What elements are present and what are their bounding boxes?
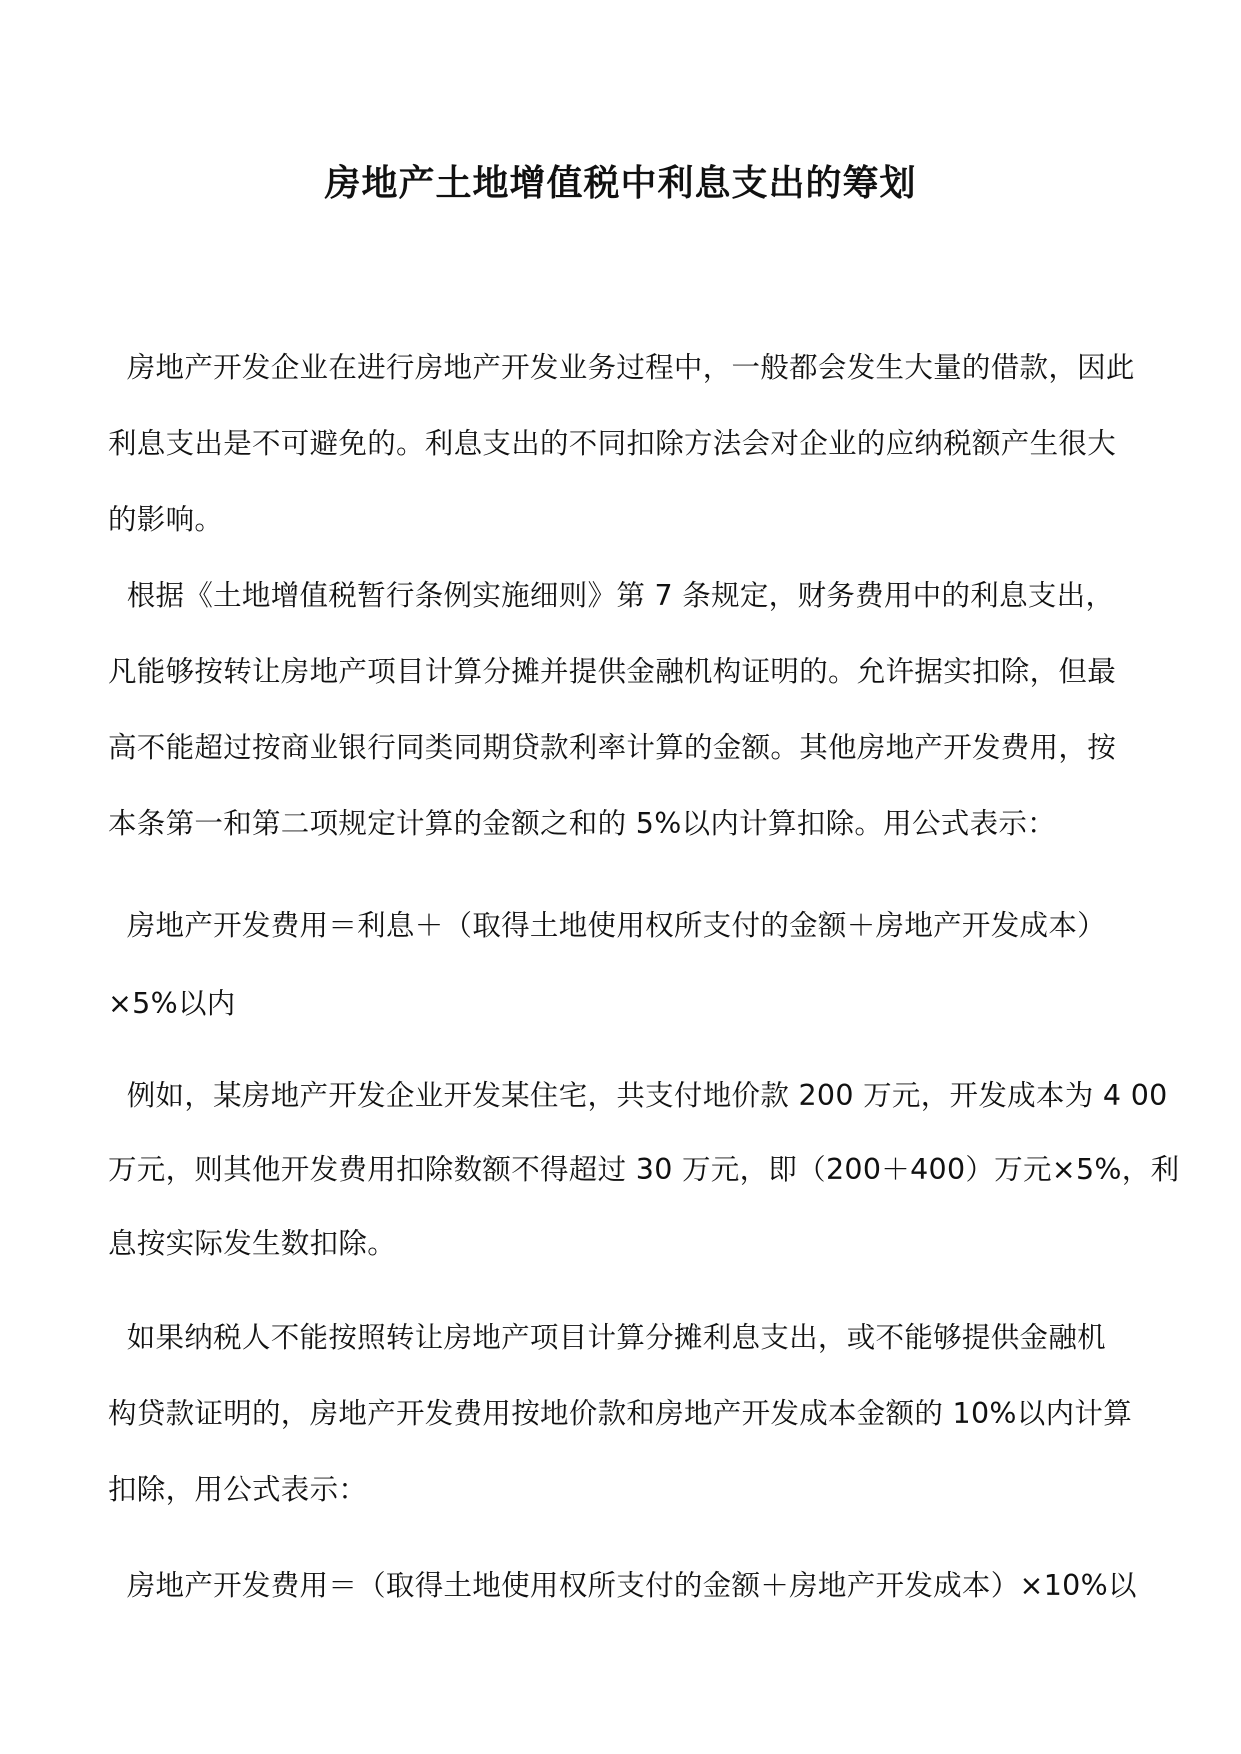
text-line: 房地产开发企业在进行房地产开发业务过程中，一般都会发生大量的借款，因此 bbox=[108, 351, 1135, 384]
text-line: 构贷款证明的，房地产开发费用按地价款和房地产开发成本金额的 10%以内计算 bbox=[108, 1397, 1133, 1430]
document-title: 房地产土地增值税中利息支出的筹划 bbox=[324, 162, 917, 204]
text-line: 根据《土地增值税暂行条例实施细则》第 7 条规定，财务费用中的利息支出， bbox=[108, 579, 1115, 612]
text-line: 利息支出是不可避免的。利息支出的不同扣除方法会对企业的应纳税额产生很大 bbox=[108, 427, 1117, 460]
text-line: 本条第一和第二项规定计算的金额之和的 5%以内计算扣除。用公式表示： bbox=[108, 807, 1056, 840]
text-line: 扣除，用公式表示： bbox=[108, 1473, 368, 1506]
text-line: 凡能够按转让房地产项目计算分摊并提供金融机构证明的。允许据实扣除，但最 bbox=[108, 655, 1117, 688]
formula-line: ×5%以内 bbox=[108, 987, 236, 1020]
text-line: 息按实际发生数扣除。 bbox=[108, 1227, 397, 1260]
formula-line: 房地产开发费用＝利息＋（取得土地使用权所支付的金额＋房地产开发成本） bbox=[108, 909, 1106, 942]
text-line: 万元，则其他开发费用扣除数额不得超过 30 万元，即（200＋400）万元×5%，利 bbox=[108, 1153, 1180, 1186]
text-line: 例如，某房地产开发企业开发某住宅，共支付地价款 200 万元，开发成本为 4 00 bbox=[108, 1079, 1168, 1112]
formula-line: 房地产开发费用＝（取得土地使用权所支付的金额＋房地产开发成本）×10%以 bbox=[108, 1569, 1137, 1602]
text-line: 如果纳税人不能按照转让房地产项目计算分摊利息支出，或不能够提供金融机 bbox=[108, 1321, 1106, 1354]
text-line: 高不能超过按商业银行同类同期贷款利率计算的金额。其他房地产开发费用，按 bbox=[108, 731, 1117, 764]
text-line: 的影响。 bbox=[108, 503, 224, 536]
